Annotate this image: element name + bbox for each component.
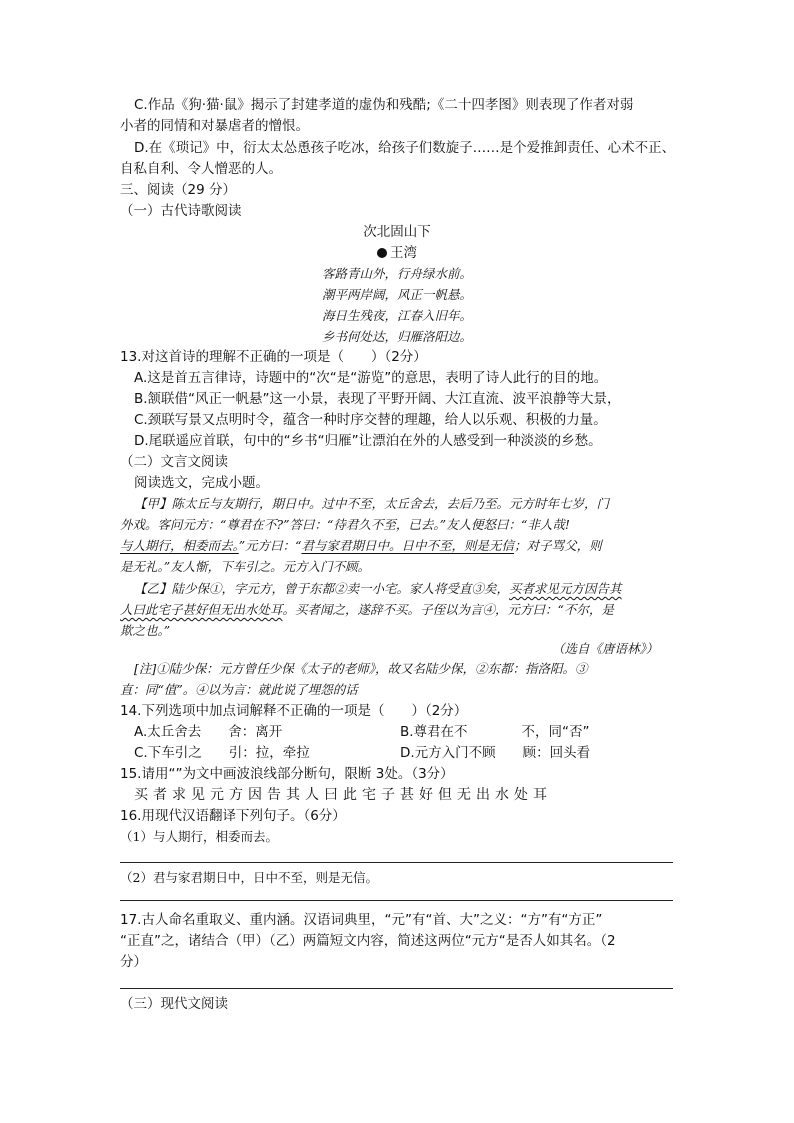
underlined-sentence-2: 君与家君期日中。日中不至，则是无信 [301, 538, 515, 553]
option-c-line1: C.作品《狗·猫·鼠》揭示了封建孝道的虚伪和残酷;《二十四孝图》则表现了作者对弱 [134, 97, 634, 113]
q15-punctuation-text: 买者求见元方因告其人曰此宅子甚好但无出水处耳 [134, 787, 552, 803]
poem-line: 海日生残夜，江春入旧年。 [321, 308, 472, 323]
q16-sentence-2: （2）君与家君期日中，日中不至，则是无信。 [120, 870, 378, 885]
option-d-line1: D.在《琐记》中，衍太太怂恿孩子吃冰，给孩子们数旋子……是个爱推卸责任、心术不正、 [134, 140, 676, 156]
passage-text: ；对子骂父，则 [514, 538, 602, 553]
q14-option-d: D.元方入门不顾 顾：回头看 [400, 745, 591, 761]
q17-line: 17.古人命名重取义、重内涵。汉语词典里，“元”有“首、大”之义：“方”有“方正” [120, 912, 603, 928]
q13-option-a: A.这是首五言律诗，诗题中的“次“是“游览”的意思，表明了诗人此行的目的地。 [134, 370, 608, 386]
poem-author-name: 王湾 [390, 245, 417, 261]
passage-text: 【乙】陆少保①，字元方，曾于东都②卖一小宅。家人将受直③矣， [134, 581, 510, 596]
passage-yi-line [120, 601, 614, 619]
passage-jia-line: 【甲】陈太丘与友期行，期日中。过中不至，太丘舍去，去后乃至。元方时年七岁，门 [134, 496, 610, 511]
q13-stem: 13.对这首诗的理解不正确的一项是（ ）（2分） [120, 349, 427, 365]
reading-instruction: 阅读选文，完成小题。 [134, 475, 269, 491]
q16-stem: 16.用现代汉语翻译下列句子。（6分） [120, 808, 346, 824]
q14-stem: 14.下列选项中加点词解释不正确的一项是（ ）（2分） [120, 703, 468, 719]
q13-option-c: C.颈联写景又点明时令，蕴含一种时序交替的理趣，给人以乐观、积极的力量。 [134, 412, 607, 428]
passage-source: （选自《唐语林》） [552, 641, 659, 656]
q13-option-b: B.颔联借“风正一帆悬”这一小景，表现了平野开阔、大江直流、波平浪静等大景， [134, 391, 621, 407]
notes-line: [注]①陆少保：元方曾任少保《太子的老师》，故又名陆少保，②东都：指洛阳。③ [134, 661, 588, 676]
q14-option-a: A.太丘舍去 舍：离开 [134, 724, 283, 740]
notes-line: 直：同“值”。④以为言：就此说了埋怨的话 [120, 682, 358, 697]
q15-stem: 15.请用“”为文中画波浪线部分断句，限断 3处。（3分） [120, 766, 454, 782]
passage-text: ”元方曰：“ [238, 538, 302, 553]
passage-jia-line: 是无礼。”友人惭，下车引之。元方入门不顾。 [120, 559, 371, 574]
wavy-underlined-text: 买者求见元方因告其 [509, 581, 622, 596]
subsection-poetry: （一）古代诗歌阅读 [120, 203, 242, 219]
answer-line[interactable] [120, 862, 673, 863]
q17-line: “正直”之，诸结合（甲）（乙）两篇短文内容，简述这两位“元方“是否人如其名。（2 [120, 933, 616, 949]
bullet-icon [377, 248, 387, 258]
q16-sentence-1: （1）与人期行，相委而去。 [120, 829, 278, 844]
poem-author [0, 244, 794, 262]
subsection-classical: （二）文言文阅读 [120, 454, 228, 470]
option-c-line2: 小者的同情和对暴虐者的憎恨。 [120, 118, 309, 134]
q14-option-b: B.尊君在不 不，同“否” [400, 724, 590, 740]
passage-yi-line [134, 580, 622, 598]
passage-jia-line [120, 537, 602, 555]
answer-line[interactable] [120, 988, 673, 989]
poem-line: 客路青山外，行舟绿水前。 [321, 266, 472, 281]
option-d-line2: 自私自利、令人憎恶的人。 [120, 161, 282, 177]
q17-line: 分） [120, 954, 147, 970]
passage-yi-line: 欺之也。” [120, 623, 171, 638]
q14-option-c: C.下车引之 引：拉，牵拉 [134, 745, 310, 761]
answer-line[interactable] [120, 900, 673, 901]
q13-option-d: D.尾联遥应首联，句中的“乡书“归雁”让漂泊在外的人感受到一种淡淡的乡愁。 [134, 433, 602, 449]
section-title: 三、阅读（29 分） [120, 182, 236, 198]
passage-jia-line: 外戏。客问元方：“尊君在不?”答曰：“待君久不至，已去。”友人便怒曰：“非人哉! [120, 517, 570, 532]
poem-line: 潮平两岸阔，风正一帆悬。 [321, 287, 472, 302]
wavy-underlined-text: 人曰此宅子甚好但无出水处耳 [120, 602, 283, 617]
subsection-modern: （三）现代文阅读 [120, 996, 228, 1012]
poem-line: 乡书何处达，归雁洛阳边。 [321, 329, 472, 344]
passage-text: 。买者闻之，遂辞不买。子侄以为言④，元方曰：“不尔，是 [282, 602, 614, 617]
poem-title: 次北固山下 [363, 224, 431, 240]
underlined-sentence-1: 与人期行，相委而去。 [120, 538, 239, 553]
